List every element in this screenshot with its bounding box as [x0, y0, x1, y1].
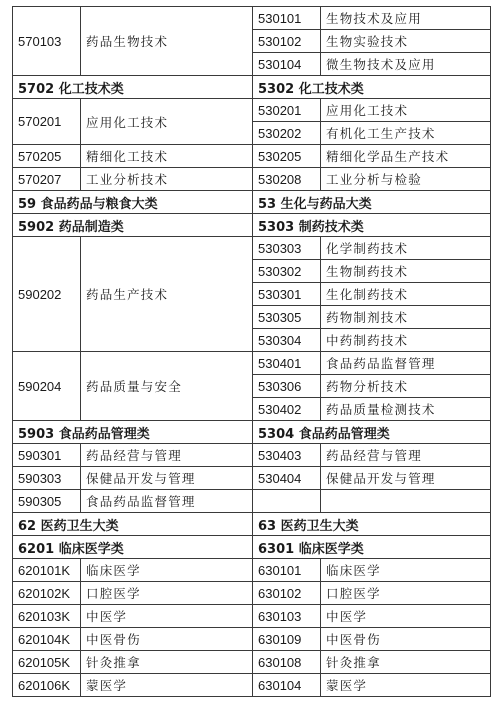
left-major-name: 工业分析技术 [81, 168, 253, 191]
right-major-code: 530202 [253, 122, 321, 145]
left-major-name: 针灸推拿 [81, 651, 253, 674]
empty-cell [253, 490, 321, 513]
right-major-code: 530102 [253, 30, 321, 53]
left-major-code: 570205 [13, 145, 81, 168]
right-major-code: 530303 [253, 237, 321, 260]
right-major-code: 530205 [253, 145, 321, 168]
table-row [13, 168, 491, 191]
left-category-header: 5902 药品制造类 [13, 214, 253, 237]
left-major-name: 药品质量与安全 [81, 352, 253, 421]
left-major-code: 590204 [13, 352, 81, 421]
table-row [13, 237, 491, 260]
right-major-name: 药物分析技术 [321, 375, 491, 398]
table-row [13, 490, 491, 513]
right-major-name: 生化制药技术 [321, 283, 491, 306]
left-major-name: 食品药品监督管理 [81, 490, 253, 513]
right-major-code: 630102 [253, 582, 321, 605]
right-major-code: 530305 [253, 306, 321, 329]
table-row [13, 145, 491, 168]
left-major-code: 590202 [13, 237, 81, 352]
left-major-code: 570201 [13, 99, 81, 145]
right-major-code: 630108 [253, 651, 321, 674]
right-category-header: 5304 食品药品管理类 [253, 421, 491, 444]
left-category-header: 59 食品药品与粮食大类 [13, 191, 253, 214]
right-major-name: 药物制剂技术 [321, 306, 491, 329]
table-row [13, 605, 491, 628]
category-header-row [13, 513, 491, 536]
right-major-code: 530401 [253, 352, 321, 375]
table-row [13, 352, 491, 375]
right-major-name: 生物实验技术 [321, 30, 491, 53]
left-major-name: 保健品开发与管理 [81, 467, 253, 490]
left-major-name: 药品生物技术 [81, 7, 253, 76]
table-row [13, 674, 491, 697]
left-category-header: 5903 食品药品管理类 [13, 421, 253, 444]
right-major-name: 微生物技术及应用 [321, 53, 491, 76]
left-major-code: 620101K [13, 559, 81, 582]
right-major-name: 中药制药技术 [321, 329, 491, 352]
right-major-name: 生物制药技术 [321, 260, 491, 283]
left-major-code: 570103 [13, 7, 81, 76]
right-major-code: 530301 [253, 283, 321, 306]
right-major-code: 530101 [253, 7, 321, 30]
category-header-row [13, 191, 491, 214]
left-major-name: 精细化工技术 [81, 145, 253, 168]
category-header-row [13, 536, 491, 559]
table-row [13, 582, 491, 605]
category-header-row [13, 76, 491, 99]
left-major-name: 药品经营与管理 [81, 444, 253, 467]
right-major-code: 630103 [253, 605, 321, 628]
right-major-name: 生物技术及应用 [321, 7, 491, 30]
left-category-header: 62 医药卫生大类 [13, 513, 253, 536]
right-category-header: 5303 制药技术类 [253, 214, 491, 237]
table-row [13, 467, 491, 490]
table-row [13, 99, 491, 122]
left-major-name: 临床医学 [81, 559, 253, 582]
right-major-name: 临床医学 [321, 559, 491, 582]
left-major-code: 620106K [13, 674, 81, 697]
empty-cell [321, 490, 491, 513]
right-major-name: 蒙医学 [321, 674, 491, 697]
left-major-name: 中医学 [81, 605, 253, 628]
left-major-name: 中医骨伤 [81, 628, 253, 651]
right-major-code: 530306 [253, 375, 321, 398]
right-major-name: 口腔医学 [321, 582, 491, 605]
right-major-code: 630104 [253, 674, 321, 697]
left-category-header: 6201 临床医学类 [13, 536, 253, 559]
right-major-name: 应用化工技术 [321, 99, 491, 122]
table-row [13, 559, 491, 582]
right-major-name: 精细化学品生产技术 [321, 145, 491, 168]
category-header-row [13, 214, 491, 237]
left-category-header: 5702 化工技术类 [13, 76, 253, 99]
left-major-code: 620103K [13, 605, 81, 628]
right-major-code: 530104 [253, 53, 321, 76]
category-header-row [13, 421, 491, 444]
left-major-code: 590303 [13, 467, 81, 490]
left-major-code: 570207 [13, 168, 81, 191]
right-major-code: 630101 [253, 559, 321, 582]
right-major-name: 中医学 [321, 605, 491, 628]
right-major-code: 530208 [253, 168, 321, 191]
left-major-code: 590305 [13, 490, 81, 513]
right-major-name: 食品药品监督管理 [321, 352, 491, 375]
right-major-name: 工业分析与检验 [321, 168, 491, 191]
right-major-name: 有机化工生产技术 [321, 122, 491, 145]
right-major-name: 药品经营与管理 [321, 444, 491, 467]
table-row [13, 444, 491, 467]
left-major-code: 620102K [13, 582, 81, 605]
right-major-code: 630109 [253, 628, 321, 651]
left-major-code: 620104K [13, 628, 81, 651]
right-major-code: 530201 [253, 99, 321, 122]
left-major-name: 应用化工技术 [81, 99, 253, 145]
left-major-name: 药品生产技术 [81, 237, 253, 352]
right-major-code: 530403 [253, 444, 321, 467]
right-category-header: 6301 临床医学类 [253, 536, 491, 559]
left-major-code: 620105K [13, 651, 81, 674]
right-major-code: 530402 [253, 398, 321, 421]
right-major-name: 化学制药技术 [321, 237, 491, 260]
table-row [13, 651, 491, 674]
right-major-name: 针灸推拿 [321, 651, 491, 674]
right-major-name: 中医骨伤 [321, 628, 491, 651]
right-major-name: 保健品开发与管理 [321, 467, 491, 490]
right-major-code: 530302 [253, 260, 321, 283]
table-row [13, 7, 491, 30]
right-major-name: 药品质量检测技术 [321, 398, 491, 421]
left-major-name: 口腔医学 [81, 582, 253, 605]
right-major-code: 530404 [253, 467, 321, 490]
right-major-code: 530304 [253, 329, 321, 352]
major-comparison-table [12, 6, 491, 697]
right-category-header: 5302 化工技术类 [253, 76, 491, 99]
left-major-code: 590301 [13, 444, 81, 467]
right-category-header: 63 医药卫生大类 [253, 513, 491, 536]
right-category-header: 53 生化与药品大类 [253, 191, 491, 214]
left-major-name: 蒙医学 [81, 674, 253, 697]
table-row [13, 628, 491, 651]
